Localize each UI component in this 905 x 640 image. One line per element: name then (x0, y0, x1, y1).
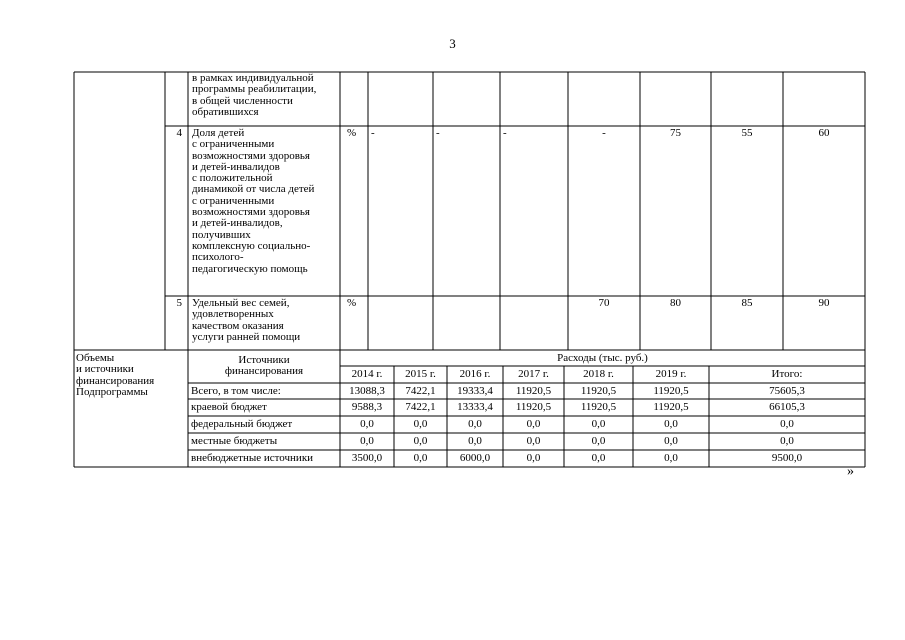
financing-cell-total: 9500,0 (771, 452, 803, 464)
financing-cell: 0,0 (413, 435, 428, 447)
expenses-header: Расходы (тыс. руб.) (557, 352, 648, 364)
financing-cell-total: 66105,3 (769, 401, 805, 413)
financing-cell: 11920,5 (653, 385, 689, 397)
indicator-5-unit: % (347, 297, 357, 309)
financing-cell: 0,0 (468, 435, 482, 447)
financing-cell: 0,0 (591, 435, 606, 447)
financing-cell: 0,0 (664, 452, 678, 464)
financing-row-name: местные бюджеты (191, 435, 278, 447)
financing-cell: 0,0 (468, 418, 482, 430)
financing-cell: 11920,5 (653, 401, 689, 413)
indicator-4-value-2015: - (436, 127, 440, 139)
indicator-4-number: 4 (176, 127, 182, 139)
financing-cell: 13088,3 (349, 385, 385, 397)
financing-row-name: федеральный бюджет (191, 418, 293, 430)
financing-cell: 11920,5 (580, 401, 617, 413)
year-header-2018: 2018 г. (583, 368, 614, 380)
financing-cell: 3500,0 (351, 452, 383, 464)
indicator-4-value-2017: - (602, 127, 606, 139)
financing-cell: 0,0 (360, 418, 374, 430)
year-header-2016: 2016 г. (459, 368, 491, 380)
financing-cell: 11920,5 (580, 385, 617, 397)
financing-cell-total: 0,0 (780, 418, 794, 430)
indicator-4-text: Доля детей с ограниченными возможностями здоровья и детей-инвалидов с положительной динамикой от числа детей с ограниченными возможностями здоровья и детей-инвалидов, получивших комплексную социально- психолого- педагогическую помощь (192, 127, 315, 275)
financing-cell: 0,0 (360, 435, 374, 447)
financing-cell: 0,0 (526, 452, 541, 464)
indicator-cont-text: в рамках индивидуальной программы реабилитации, в общей численности обратившихся (192, 72, 317, 118)
financing-cell-total: 75605,3 (769, 385, 805, 397)
financing-cell: 11920,5 (515, 401, 552, 413)
financing-cell: 0,0 (591, 418, 606, 430)
year-header-2017: 2017 г. (518, 368, 549, 380)
indicator-4-value-2018: 75 (670, 127, 681, 139)
year-header-2019: 2019 г. (655, 368, 687, 380)
indicator-4-value-2019: 55 (741, 127, 753, 139)
financing-cell: 6000,0 (459, 452, 491, 464)
financing-cell: 0,0 (526, 418, 541, 430)
financing-cell: 13333,4 (457, 401, 493, 413)
financing-cell-total: 0,0 (780, 435, 794, 447)
year-header-total: Итого: (771, 368, 803, 380)
indicator-5-value-2017: 70 (598, 297, 610, 309)
financing-cell: 0,0 (591, 452, 606, 464)
indicator-5-value-2018: 80 (670, 297, 681, 309)
indicator-4-value-2016: - (503, 127, 507, 139)
sources-header: Источники финансирования (224, 354, 304, 378)
financing-cell: 0,0 (413, 452, 428, 464)
financing-cell: 11920,5 (515, 385, 552, 397)
financing-row-name: краевой бюджет (191, 401, 267, 413)
indicator-4-value-2014: - (371, 127, 375, 139)
year-header-2015: 2015 г. (405, 368, 436, 380)
financing-cell: 0,0 (526, 435, 541, 447)
financing-row-name: внебюджетные источники (191, 452, 314, 464)
financing-cell: 0,0 (664, 418, 678, 430)
indicator-5-text: Удельный вес семей, удовлетворенных качеством оказания услуги ранней помощи (192, 297, 301, 343)
closing-quote: » (847, 464, 854, 479)
financing-cell: 9588,3 (351, 401, 383, 413)
indicator-5-value-2020: 90 (818, 297, 830, 309)
financing-cell: 7422,1 (405, 401, 436, 413)
financing-cell: 7422,1 (405, 385, 436, 397)
indicator-4-unit: % (347, 127, 357, 139)
financing-cell: 0,0 (664, 435, 678, 447)
year-header-2014: 2014 г. (351, 368, 383, 380)
financing-label: Объемы и источники финансирования Подпрограммы (76, 352, 155, 398)
financing-cell: 0,0 (413, 418, 428, 430)
indicator-5-value-2019: 85 (741, 297, 753, 309)
indicator-5-number: 5 (176, 297, 182, 309)
page-number: 3 (449, 36, 456, 51)
indicator-4-value-2020: 60 (818, 127, 830, 139)
financing-row-name: Всего, в том числе: (191, 385, 281, 397)
financing-cell: 19333,4 (457, 385, 493, 397)
